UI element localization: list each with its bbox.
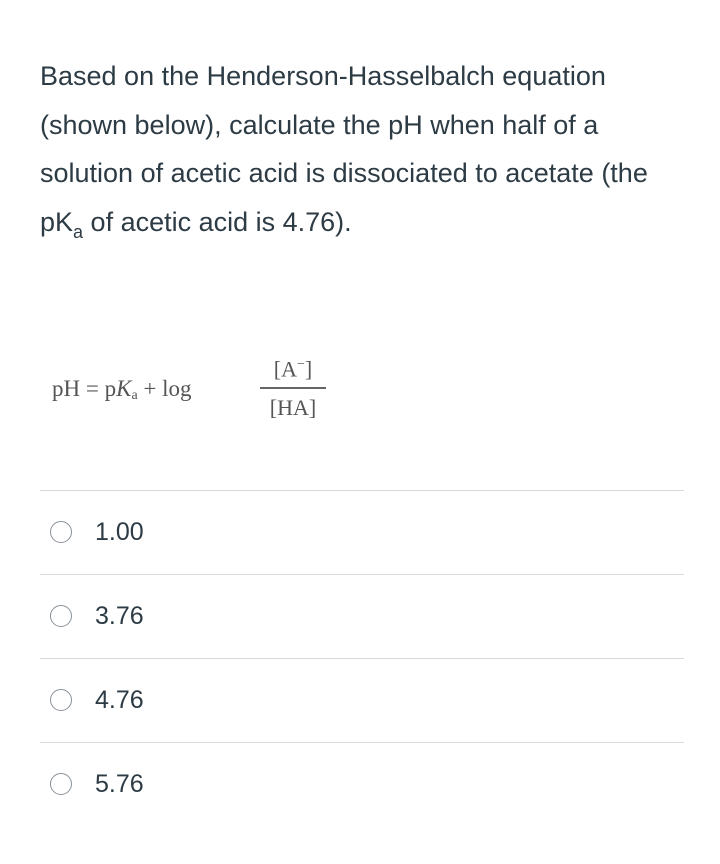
answer-option-label: 1.00	[95, 517, 144, 546]
radio-button[interactable]	[50, 521, 72, 543]
radio-button[interactable]	[50, 605, 72, 627]
answer-option-1[interactable]	[50, 512, 650, 552]
equation-fraction-bar	[260, 387, 326, 389]
equation-fraction	[260, 350, 326, 423]
equation-lhs-prefix: pH = p	[52, 376, 117, 401]
answer-option-label: 5.76	[95, 769, 144, 798]
equation-denominator: [HA]	[269, 394, 317, 420]
divider	[40, 574, 684, 575]
equation-numerator-base: [A	[273, 356, 297, 382]
equation-lhs-suffix: + log	[137, 376, 192, 401]
answer-option-3[interactable]	[50, 680, 650, 720]
equation-lhs-subscript: a	[131, 388, 138, 403]
divider	[40, 490, 684, 491]
equation-lhs-k: K	[116, 376, 132, 401]
question-text-part1: Based on the Henderson-Hasselbalch equation (shown below), calculate the pH when half of a solution of acetic acid is dissociated to acetate (the pK	[40, 61, 648, 237]
equation-numerator-charge: −	[296, 357, 305, 372]
equation-numerator-close: ]	[304, 356, 313, 382]
divider	[40, 658, 684, 659]
answer-option-label: 3.76	[95, 601, 144, 630]
divider	[40, 742, 684, 743]
radio-button[interactable]	[50, 773, 72, 795]
answer-option-2[interactable]	[50, 596, 650, 636]
question-subscript: a	[73, 221, 84, 242]
radio-button[interactable]	[50, 689, 72, 711]
question-text	[40, 52, 680, 249]
henderson-hasselbalch-equation	[52, 350, 352, 450]
answer-option-label: 4.76	[95, 685, 144, 714]
answer-option-4[interactable]	[50, 764, 650, 804]
question-text-part2: of acetic acid is 4.76).	[83, 206, 352, 237]
equation-numerator	[260, 350, 326, 380]
equation-lhs	[52, 376, 192, 402]
